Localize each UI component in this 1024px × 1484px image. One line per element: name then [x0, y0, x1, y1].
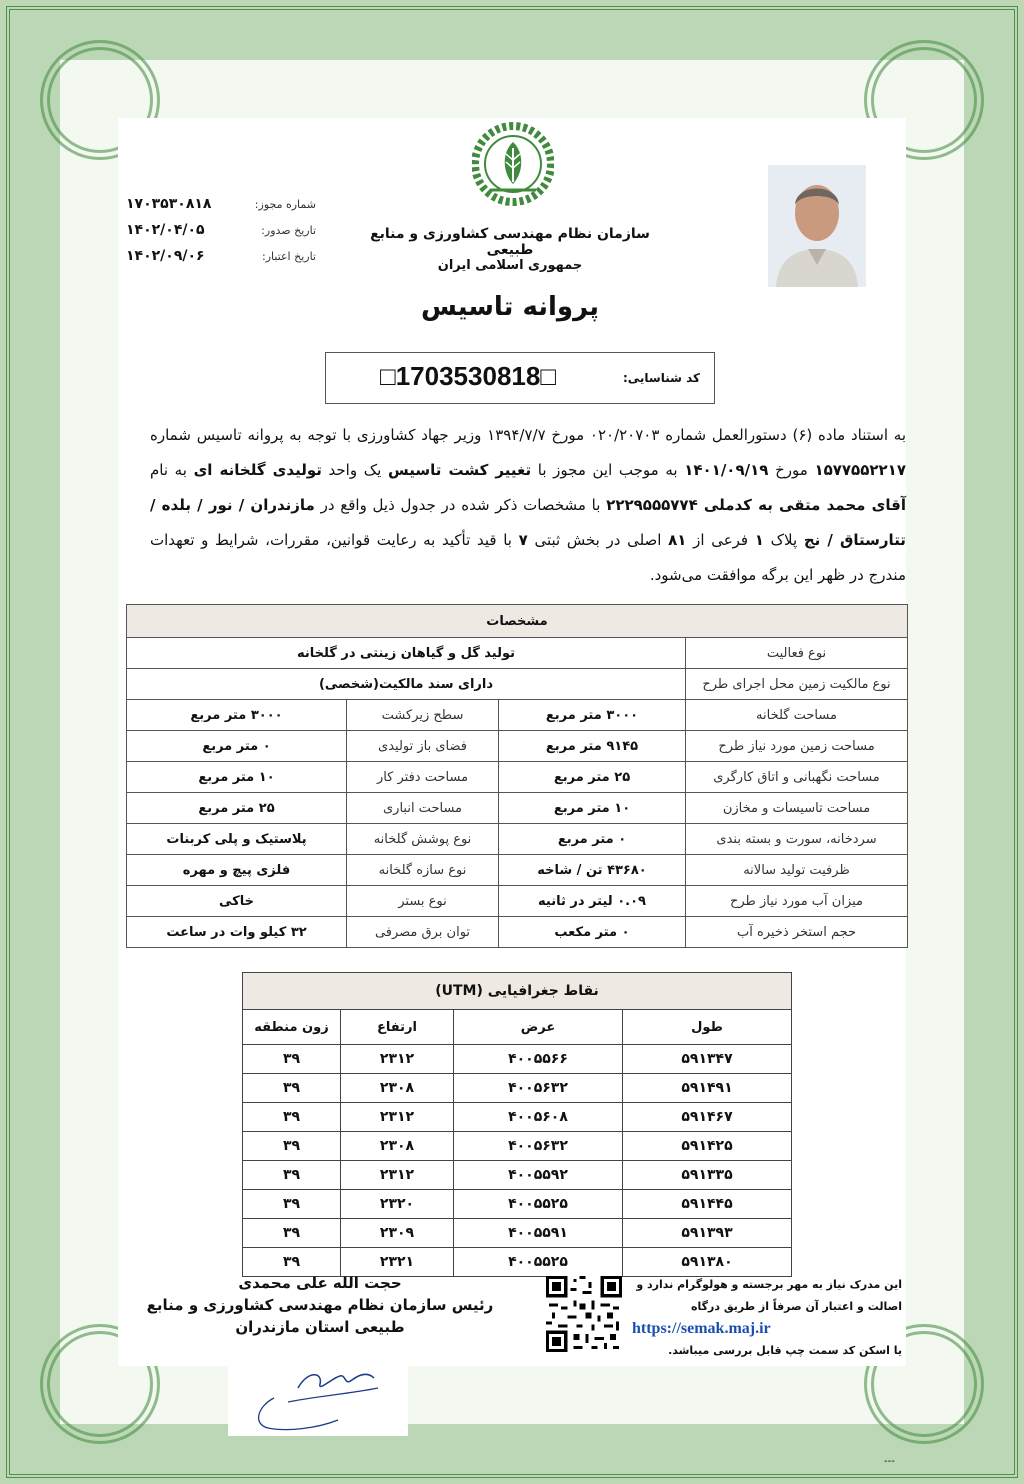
specifications-table	[126, 604, 908, 948]
table-row	[243, 1103, 792, 1132]
organization-name: سازمان نظام مهندسی کشاورزی و منابع طبیعی	[370, 226, 650, 258]
body-text-part: پلاک	[770, 531, 798, 549]
validity-date-label: تاریخ اعتبار:	[261, 250, 316, 263]
permit-action: تغییر کشت تاسیس	[388, 461, 532, 479]
utm-title: نقاط جغرافیایی (UTM)	[243, 973, 792, 1010]
signer-block	[120, 1272, 520, 1338]
plak-number: ۱	[754, 531, 764, 549]
identification-code-value: □1703530818□	[380, 361, 557, 391]
spec-value: ۱۰ متر مربع	[499, 793, 686, 824]
utm-title-row	[243, 973, 792, 1010]
notice-line: اصالت و اعتبار آن صرفاً از طریق درگاه	[691, 1300, 902, 1313]
verification-link[interactable]: https://semak.maj.ir	[632, 1320, 771, 1337]
permit-body-text	[150, 418, 906, 593]
utm-cell: ۲۳۰۸	[341, 1074, 454, 1103]
spec-value: خاکی	[127, 886, 347, 917]
table-row	[127, 638, 908, 669]
location: مازندران / نور / بلده / تتارستاق / نج	[150, 496, 906, 549]
column-header: طول	[623, 1010, 792, 1045]
utm-cell: ۲۳۱۲	[341, 1103, 454, 1132]
asli-number: ۸۱	[668, 531, 687, 549]
spec-value: فلزی پیچ و مهره	[127, 855, 347, 886]
ownership-label: نوع مالکیت زمین محل اجرای طرح	[686, 669, 908, 700]
spec-label: نوع سازه گلخانه	[347, 855, 499, 886]
spec-label: ظرفیت تولید سالانه	[686, 855, 908, 886]
table-row	[243, 1132, 792, 1161]
validity-date-row	[126, 248, 316, 270]
table-row	[127, 886, 908, 917]
table-row	[127, 917, 908, 948]
body-text-part: مورخ	[775, 461, 808, 479]
utm-cell: ۳۹	[243, 1161, 341, 1190]
table-row	[243, 1074, 792, 1103]
utm-cell: ۲۳۰۸	[341, 1132, 454, 1161]
utm-cell: ۴۰۰۵۶۳۲	[454, 1074, 623, 1103]
utm-cell: ۲۳۱۲	[341, 1161, 454, 1190]
spec-label: مساحت دفتر کار	[347, 762, 499, 793]
spec-value: ۰ متر مربع	[499, 824, 686, 855]
spec-value: پلاستیک و پلی کربنات	[127, 824, 347, 855]
permit-number-row	[126, 196, 316, 218]
utm-cell: ۲۳۰۹	[341, 1219, 454, 1248]
spec-label: نوع بستر	[347, 886, 499, 917]
spec-value: ۹۱۴۵ متر مربع	[499, 731, 686, 762]
document-title: پروانه تاسیس	[420, 292, 600, 322]
utm-cell: ۴۰۰۵۵۲۵	[454, 1190, 623, 1219]
activity-value: تولید گل و گیاهان زینتی در گلخانه	[127, 638, 686, 669]
verification-notice	[632, 1274, 902, 1362]
utm-cell: ۴۰۰۵۵۶۶	[454, 1045, 623, 1074]
column-header: زون منطقه	[243, 1010, 341, 1045]
permit-number-value: ۱۷۰۳۵۳۰۸۱۸	[126, 196, 212, 212]
table-row	[127, 824, 908, 855]
spec-label: سطح زیرکشت	[347, 700, 499, 731]
spec-label: نوع پوشش گلخانه	[347, 824, 499, 855]
utm-cell: ۲۳۲۰	[341, 1190, 454, 1219]
utm-coordinates-table	[242, 972, 792, 1277]
body-text-part: یک واحد	[328, 461, 382, 479]
signer-name: حجت الله علی محمدی	[238, 1274, 402, 1292]
spec-label: میزان آب مورد نیاز طرح	[686, 886, 908, 917]
specifications-header: مشخصات	[127, 605, 908, 638]
body-text-part: به موجب این مجوز با	[537, 461, 678, 479]
body-text-part: با قید تأکید به رعایت قوانین، مقررات، شرایط و تعهدات مندرج در ظهر این برگه موافقت می‌شود.	[150, 531, 906, 584]
utm-cell: ۴۰۰۵۶۰۸	[454, 1103, 623, 1132]
utm-cell: ۵۹۱۳۴۷	[623, 1045, 792, 1074]
identification-code-label: کد شناسایی:	[622, 371, 700, 385]
spec-label: مساحت گلخانه	[686, 700, 908, 731]
table-row	[127, 669, 908, 700]
identification-code-box	[325, 352, 715, 404]
country-name: جمهوری اسلامی ایران	[437, 258, 583, 273]
table-row	[243, 1219, 792, 1248]
body-text-part: اصلی در بخش ثبتی	[534, 531, 662, 549]
issue-date-label: تاریخ صدور:	[261, 224, 316, 237]
utm-cell: ۳۹	[243, 1190, 341, 1219]
activity-label: نوع فعالیت	[686, 638, 908, 669]
table-row	[243, 1045, 792, 1074]
spec-label: مساحت نگهبانی و اتاق کارگری	[686, 762, 908, 793]
spec-value: ۱۰ متر مربع	[127, 762, 347, 793]
utm-cell: ۳۹	[243, 1132, 341, 1161]
table-row	[127, 762, 908, 793]
spec-value: ۰ متر مربع	[127, 731, 347, 762]
spec-value: ۳۲ کیلو وات در ساعت	[127, 917, 347, 948]
identification-code-number: 1703530818	[395, 361, 541, 391]
body-text-part: فرعی از	[693, 531, 749, 549]
utm-cell: ۵۹۱۳۹۳	[623, 1219, 792, 1248]
utm-cell: ۴۰۰۵۶۳۲	[454, 1132, 623, 1161]
utm-cell: ۵۹۱۴۶۷	[623, 1103, 792, 1132]
utm-cell: ۵۹۱۴۹۱	[623, 1074, 792, 1103]
utm-cell: ۴۰۰۵۵۹۲	[454, 1161, 623, 1190]
validity-date-value: ۱۴۰۲/۰۹/۰۶	[126, 248, 205, 264]
table-row	[127, 793, 908, 824]
utm-cell: ۵۹۱۳۸۰	[623, 1248, 792, 1277]
ownership-value: دارای سند مالکیت(شخصی)	[127, 669, 686, 700]
base-permit-number: ۱۵۷۷۵۵۲۲۱۷	[814, 461, 906, 479]
spec-value: ۳۰۰۰ متر مربع	[499, 700, 686, 731]
issue-date-row	[126, 222, 316, 244]
column-header: ارتفاع	[341, 1010, 454, 1045]
utm-cell: ۳۹	[243, 1074, 341, 1103]
table-row	[127, 700, 908, 731]
utm-header-row	[243, 1010, 792, 1045]
notice-line: یا اسکن کد سمت چپ قابل بررسی میباشد.	[668, 1344, 902, 1357]
spec-label: فضای باز تولیدی	[347, 731, 499, 762]
unit-type: تولیدی گلخانه ای	[193, 461, 322, 479]
spec-value: ۴۳۶۸۰ تن / شاخه	[499, 855, 686, 886]
utm-cell: ۳۹	[243, 1248, 341, 1277]
signer-position: رئیس سازمان نظام مهندسی کشاورزی و منابع طبیعی استان مازندران	[146, 1296, 494, 1336]
utm-cell: ۴۰۰۵۵۹۱	[454, 1219, 623, 1248]
specifications-header-row	[127, 605, 908, 638]
handwritten-signature	[228, 1358, 408, 1436]
table-row	[127, 855, 908, 886]
body-text-part: به نام	[150, 461, 187, 479]
spec-value: ۲۵ متر مربع	[127, 793, 347, 824]
utm-cell: ۳۹	[243, 1103, 341, 1132]
spec-label: مساحت تاسیسات و مخازن	[686, 793, 908, 824]
body-text-part: به استناد ماده (۶) دستورالعمل شماره ۰۲۰/۲۰۷۰۳ مورخ ۱۳۹۴/۷/۷ وزیر جهاد کشاورزی با توجه به پروانه تاسیس شماره	[150, 426, 906, 444]
spec-label: مساحت انباری	[347, 793, 499, 824]
spec-value: ۰ متر مکعب	[499, 917, 686, 948]
spec-label: حجم استخر ذخیره آب	[686, 917, 908, 948]
issue-date-value: ۱۴۰۲/۰۴/۰۵	[126, 222, 205, 238]
bakhsh-number: ۷	[518, 531, 528, 549]
column-header: عرض	[454, 1010, 623, 1045]
permit-number-label: شماره مجوز:	[254, 198, 316, 211]
spec-label: سردخانه، سورت و بسته بندی	[686, 824, 908, 855]
table-row	[243, 1161, 792, 1190]
utm-cell: ۲۳۲۱	[341, 1248, 454, 1277]
spec-value: ۳۰۰۰ متر مربع	[127, 700, 347, 731]
owner-name: آقای محمد متقی به کدملی ۲۲۲۹۵۵۵۷۷۴	[606, 496, 906, 514]
spec-value: ۲۵ متر مربع	[499, 762, 686, 793]
utm-cell: ۴۰۰۵۵۲۵	[454, 1248, 623, 1277]
base-permit-date: ۱۴۰۱/۰۹/۱۹	[684, 461, 769, 479]
body-text-part: با مشخصات ذکر شده در جدول ذیل واقع در	[320, 496, 601, 514]
table-row	[243, 1190, 792, 1219]
qr-code-icon[interactable]	[546, 1276, 622, 1352]
utm-cell: ۳۹	[243, 1219, 341, 1248]
table-row	[127, 731, 908, 762]
notice-line: این مدرک نیاز به مهر برجسته و هولوگرام ندارد و	[636, 1278, 902, 1291]
spec-label: توان برق مصرفی	[347, 917, 499, 948]
applicant-photo	[768, 165, 866, 287]
utm-cell: ۵۹۱۳۳۵	[623, 1161, 792, 1190]
utm-cell: ۲۳۱۲	[341, 1045, 454, 1074]
utm-cell: ۵۹۱۴۲۵	[623, 1132, 792, 1161]
utm-cell: ۳۹	[243, 1045, 341, 1074]
spec-value: ۰.۰۹ لیتر در ثانیه	[499, 886, 686, 917]
footer-mark: ---	[884, 1456, 895, 1467]
spec-label: مساحت زمین مورد نیاز طرح	[686, 731, 908, 762]
organization-logo-icon	[472, 120, 554, 212]
utm-cell: ۵۹۱۴۴۵	[623, 1190, 792, 1219]
